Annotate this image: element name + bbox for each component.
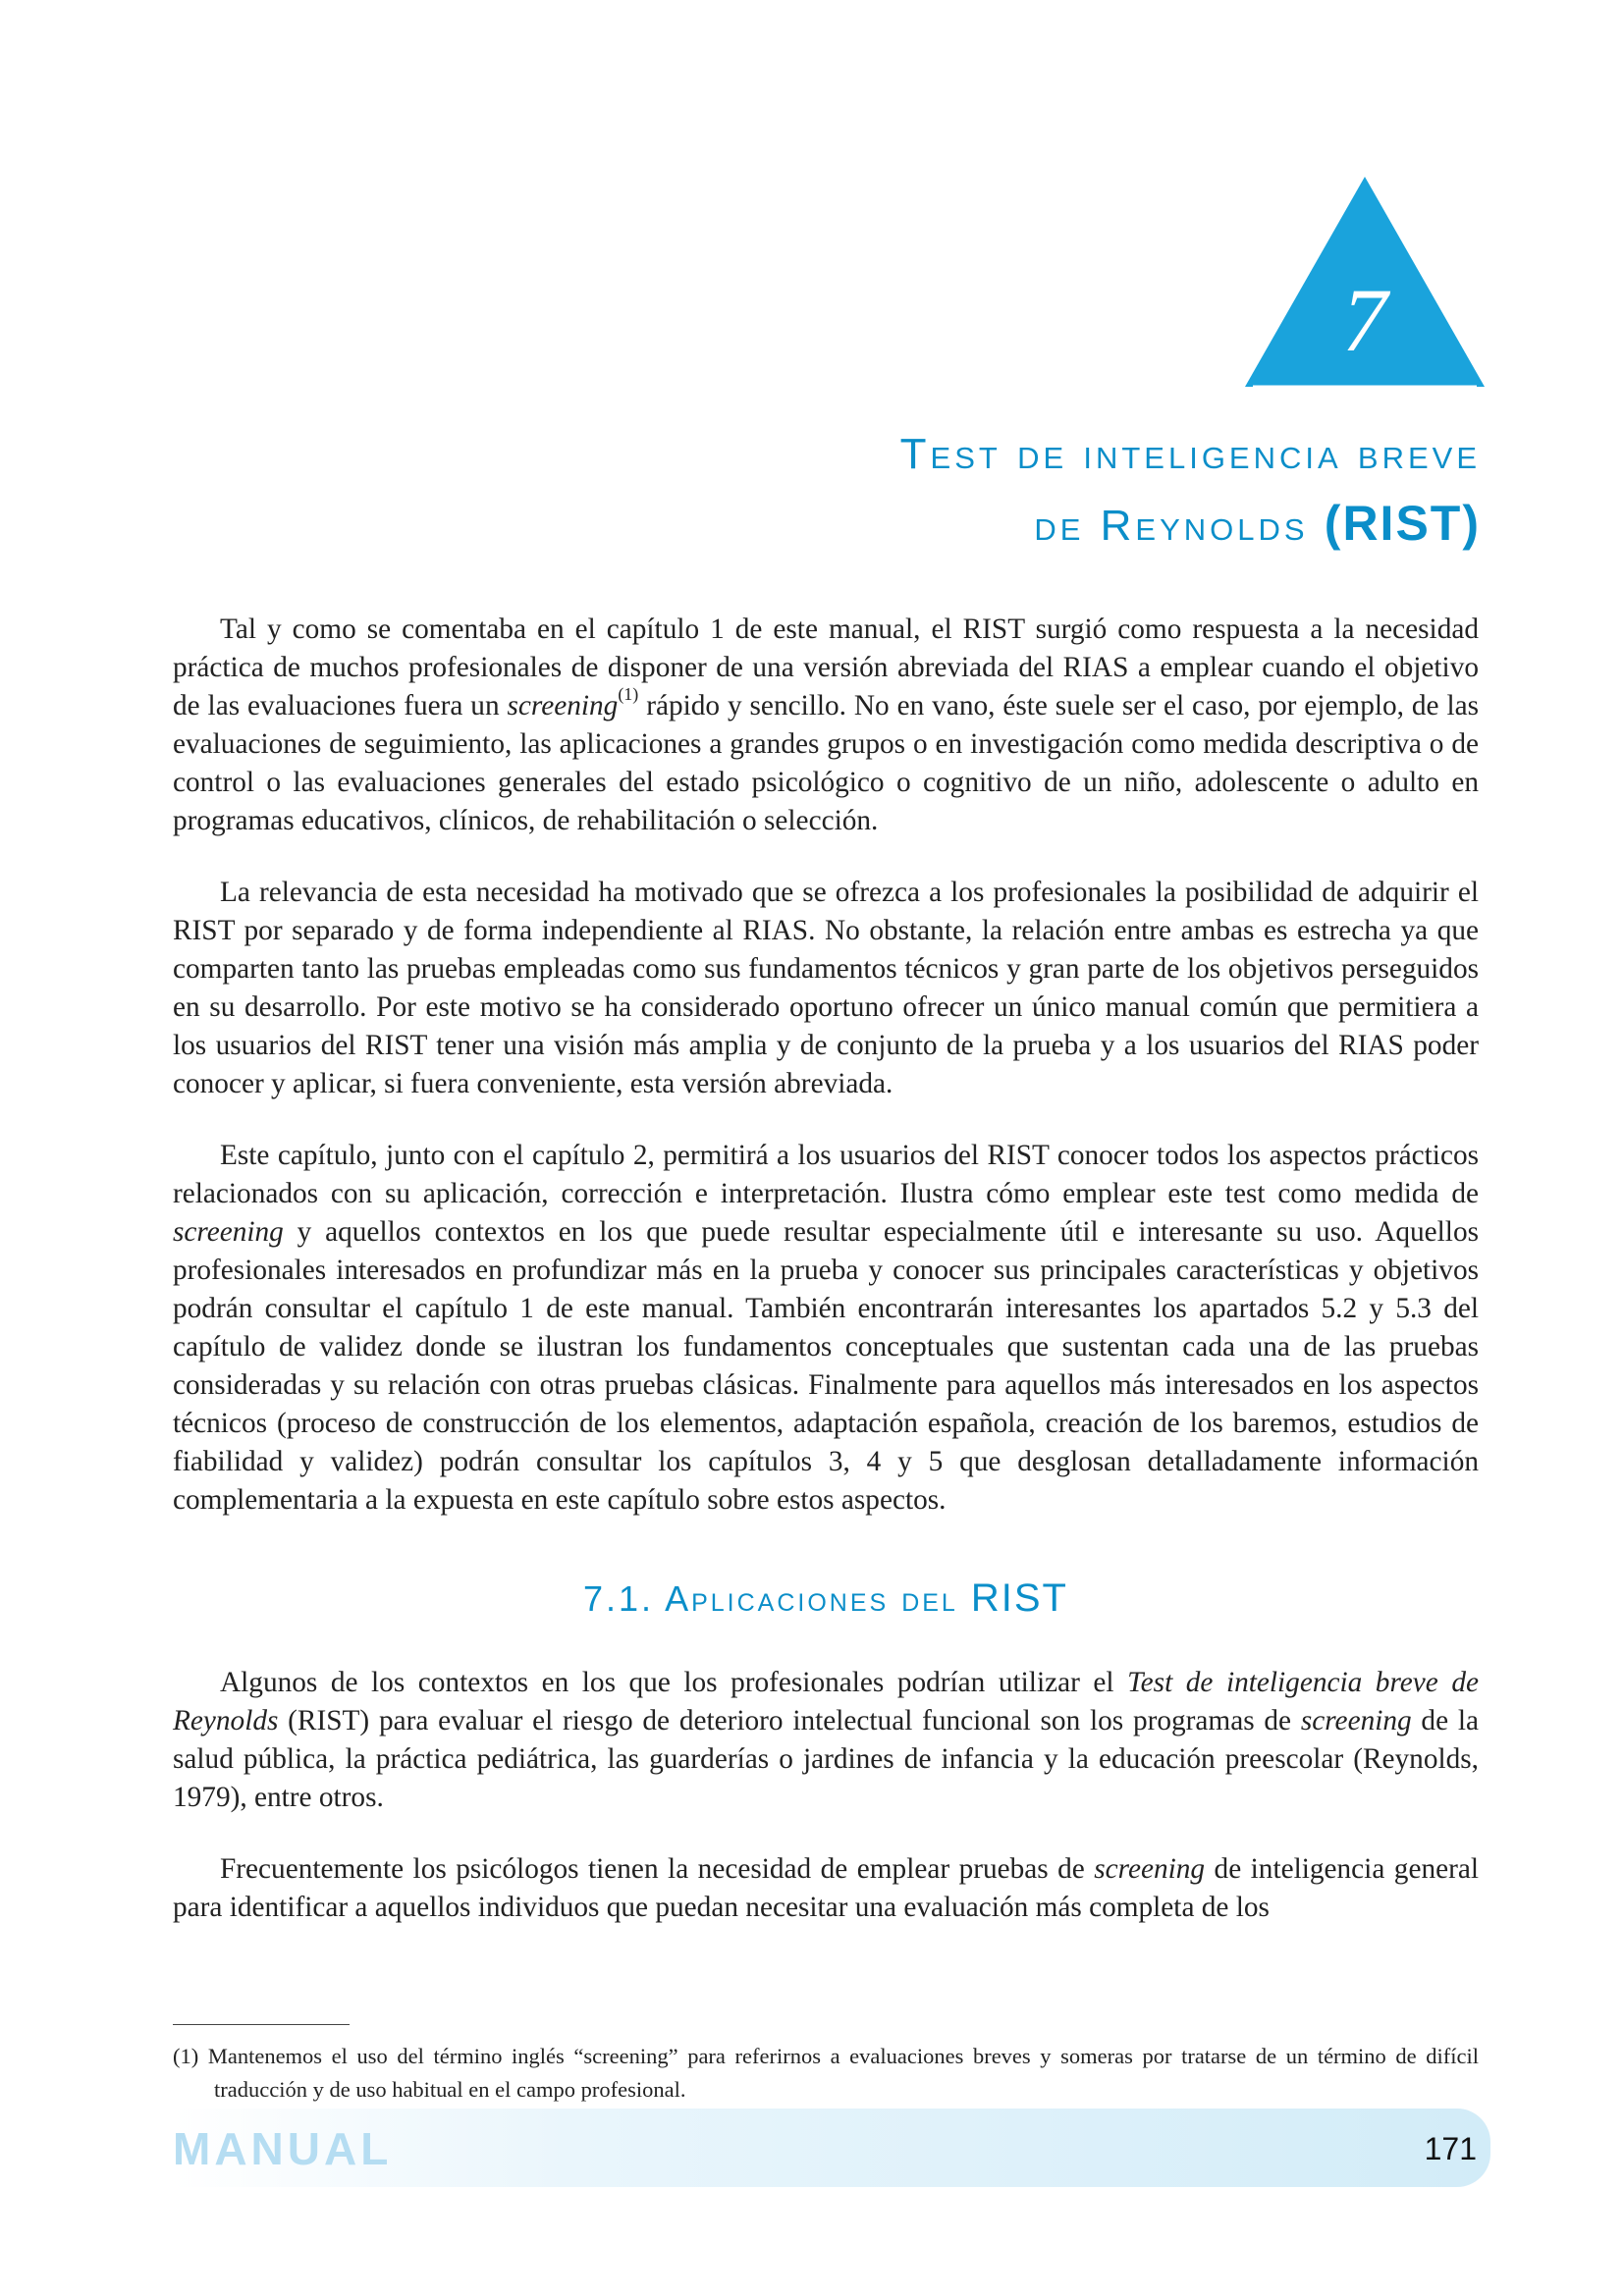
p1-text-b: rápido y sencillo. No en vano, éste suele ser el caso, por ejemplo, de las evaluaciones de seguimiento, las aplicaciones a grandes grupos o en investigación como medida descriptiva o de control o las evaluaciones generales del estado psicológico o cognitivo de un niño, adolescente o adulto en programas educativos, clínicos, de rehabilitación o selección. — [173, 690, 1479, 836]
footnote-divider — [173, 2024, 350, 2025]
p5-text-b: de inteligencia general para identificar a aquellos individuos que puedan necesitar una evaluación más completa de los — [173, 1853, 1479, 1923]
paragraph-2: La relevancia de esta necesidad ha motivado que se ofrezca a los profesionales la posibilidad de adquirir el RIST por separado y de forma independiente al RIAS. No obstante, la relación entre ambas es estrecha ya que comparten tanto las pruebas empleadas como sus fundamentos técnicos y gran parte de los objetivos perseguidos en su desarrollo. Por este motivo se ha considerado oportuno ofrecer un único manual común que permitiera a los usuarios del RIST tener una visión más amplia y de conjunto de la prueba y a los usuarios del RIAS poder conocer y aplicar, si fuera conveniente, esta versión abreviada. — [173, 877, 1479, 1099]
paragraph-3 — [173, 1137, 1479, 1520]
section-heading — [173, 1576, 1479, 1621]
footnote-ref: (1) — [618, 684, 639, 705]
p5-emphasis: screening — [1094, 1853, 1206, 1885]
chapter-number: 7 — [1342, 270, 1387, 370]
p4-emphasis: screening — [1300, 1705, 1412, 1736]
footnote: (1) Mantenemos el uso del término inglés “screening” para referirnos a evaluaciones breves y someras por tratarse de un término de difícil traducción y de uso habitual en el campo profesional. — [173, 2044, 1479, 2102]
chapter-title-line1: Test de inteligencia breve — [899, 430, 1481, 478]
p1-emphasis: screening — [507, 690, 619, 721]
paragraph-4 — [173, 1664, 1479, 1817]
chapter-title-line2 — [401, 489, 1481, 561]
p3-emphasis: screening — [173, 1216, 284, 1248]
body-text — [173, 611, 1479, 1927]
p3-text-a: Este capítulo, junto con el capítulo 2, permitirá a los usuarios del RIST conocer todos los aspectos prácticos relacionados con su aplicación, corrección e interpretación. Ilustra cómo emplear este test como medida de — [173, 1140, 1479, 1209]
chapter-badge — [1241, 173, 1489, 391]
p5-text-a: Frecuentemente los psicólogos tienen la necesidad de emplear pruebas de — [220, 1853, 1095, 1885]
section-title: Aplicaciones del — [665, 1578, 971, 1619]
paragraph-5 — [173, 1850, 1479, 1927]
p3-text-b: y aquellos contextos en los que puede resultar especialmente útil e interesante su uso. Aquellos profesionales interesados en profundizar más en la prueba y conocer sus principales características y objetivos podrán consultar el capítulo 1 de este manual. También encontrarán interesantes los apartados 5.2 y 5.3 del capítulo de validez donde se ilustran los fundamentos conceptuales que sustentan cada una de las pruebas consideradas y su relación con otras pruebas clásicas. Finalmente para aquellos más interesados en los aspectos técnicos (proceso de construcción de los elementos, adaptación española, creación de los baremos, estudios de fiabilidad y validez) podrán consultar los capítulos 3, 4 y 5 que desglosan detalladamente información complementaria a la expuesta en este capítulo sobre estos aspectos. — [173, 1216, 1479, 1516]
section-title-acronym: RIST — [970, 1576, 1068, 1620]
p4-emphasis-title: Test de inteligencia breve de Reynolds — [173, 1667, 1479, 1736]
chapter-title-line2-prefix: de Reynolds — [1034, 502, 1325, 550]
p4-text-a: Algunos de los contextos en los que los profesionales podrían utilizar el — [220, 1667, 1128, 1698]
footer-label: MANUAL — [173, 2123, 393, 2174]
chapter-title — [401, 420, 1481, 561]
p4-text-c: de la salud pública, la práctica pediátrica, las guarderías o jardines de infancia y la educación preescolar (Reynolds, 1979), entre otros. — [173, 1705, 1480, 1813]
p1-text-a: Tal y como se comentaba en el capítulo 1 de este manual, el RIST surgió como respuesta a la necesidad práctica de muchos profesionales de disponer de una versión abreviada del RIAS a emplear cuando el objetivo de las evaluaciones fuera un — [173, 614, 1479, 721]
chapter-title-acronym: (RIST) — [1324, 496, 1481, 551]
section-number: 7.1. — [583, 1578, 655, 1619]
paragraph-1 — [173, 611, 1479, 840]
p4-text-b: (RIST) para evaluar el riesgo de deterioro intelectual funcional son los programas de — [278, 1705, 1301, 1736]
page-number: 171 — [1424, 2131, 1477, 2166]
